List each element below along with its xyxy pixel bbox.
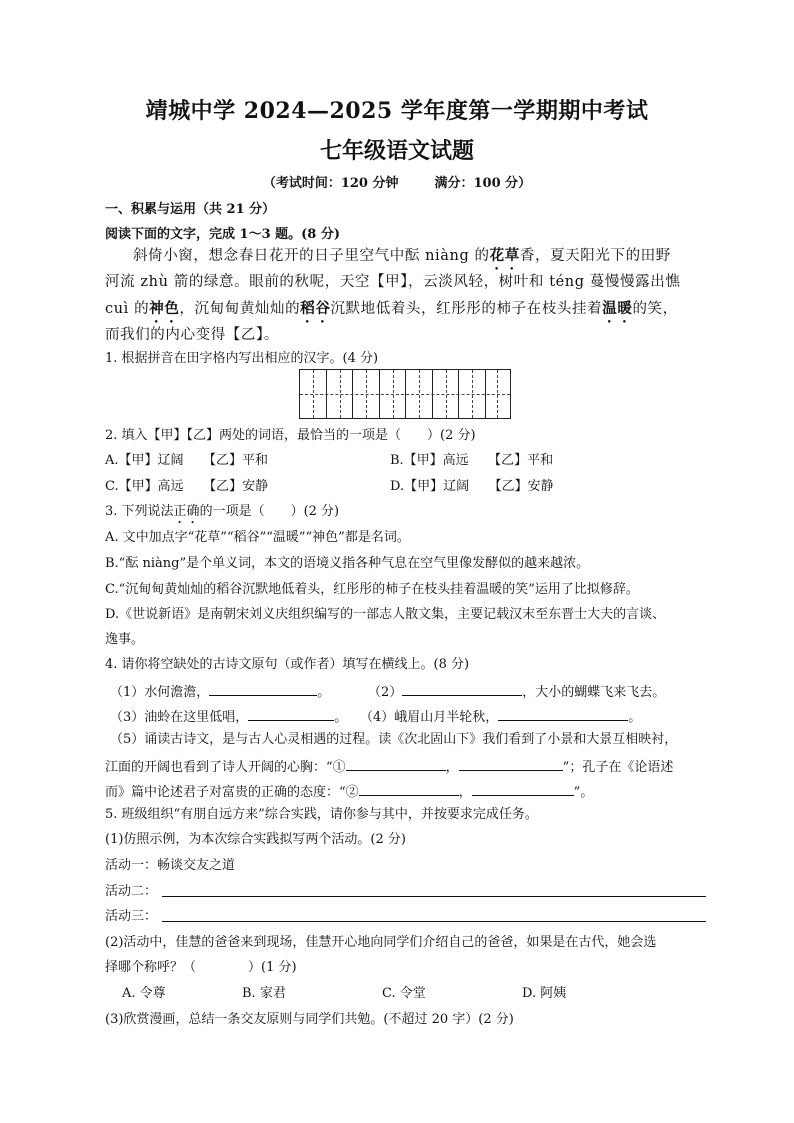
dotted-word-wennuan: 温暖 [602,300,633,317]
q5-option-b: B. 家君 [242,986,286,1001]
q4-item-4: （4）峨眉山月半轮秋， 。 [360,706,641,727]
q5-option-d: D. 阿姨 [522,986,567,1001]
q3-option-a: A. 文中加点字“花草”“稻谷”“温暖”“神色”都是名词。 [105,530,410,545]
question-5: 5. 班级组织“有朋自远方来”综合实践，请你参与其中，并按要求完成任务。 [105,807,538,822]
q4-item-5: （5）诵读古诗文，是与古人心灵相遇的过程。读《次北固山下》我们看到了小景和大景互相映衬， [110,732,678,747]
passage-line-2: 河流 zhù 箭的绿意。眼前的秋呢，天空【甲】，云淡风轻，树叶和 téng 蔓慢慢露出憔 [105,274,681,290]
passage-line-3: cuì 的神色，沉甸甸黄灿灿的稻谷沉默地低着头，红彤彤的柿子在枝头挂着温暖的笑， [105,300,678,317]
dotted-word-huacao: 花草 [489,247,520,264]
activity-1: 活动一：畅谈交友之道 [105,858,236,873]
dotted-word-daogu: 稻谷 [300,300,331,317]
q3-option-d-cont: 逸事。 [105,632,145,647]
q5-option-a: A. 令尊 [122,986,166,1001]
q4-item-5-line2: 江面的开阔也看到了诗人开阔的心胸：“① ， ”；孔子在《论语述 [105,756,673,777]
exam-score: 满分：100 分） [434,176,532,191]
question-3: 3. 下列说法正确的一项是（ ）(2 分) [105,504,340,519]
passage-line-4: 而我们的内心变得【乙】。 [105,327,279,343]
answer-blank[interactable] [346,756,446,771]
q4-item-1: （1）水何澹澹， 。 [110,681,330,702]
question-1: 1. 根据拼音在田字格内写出相应的汉字。(4 分) [105,351,379,366]
exam-time: （考试时间：120 分钟 [262,176,399,191]
answer-blank[interactable] [498,706,628,721]
activity-3-label: 活动三： [105,909,158,924]
answer-blank[interactable] [472,781,574,796]
q5-option-c: C. 令堂 [382,986,426,1001]
q4-item-2: （2） ，大小的蝴蝶飞来飞去。 [368,681,665,702]
exam-title: 靖城中学 2024—2025 学年度第一学期期中考试 [145,98,649,124]
dotted-word-shense: 神色 [149,300,180,317]
question-4: 4. 请你将空缺处的古诗文原句（或作者）填写在横线上。(8 分) [105,657,470,672]
q3-option-b: B.“酝 niàng”是个单义词，本文的语境义指各种气息在空气里像发酵似的越来越浓。 [105,556,590,571]
answer-blank[interactable] [402,681,522,696]
q3-option-c: C.“沉甸甸黄灿灿的稻谷沉默地低着头，红彤彤的柿子在枝头挂着温暖的笑”运用了比拟修辞。 [105,582,639,597]
q5-sub-1: (1)仿照示例，为本次综合实践拟写两个活动。(2 分) [105,832,406,847]
q5-sub-2: (2)活动中，佳慧的爸爸来到现场，佳慧开心地向同学们介绍自己的爸爸，如果是在古代，她会选 [105,935,657,950]
q5-sub-2-cont: 择哪个称呼？（ ）(1 分) [105,960,297,975]
q2-option-c: C.【甲】高远 【乙】安静 [105,479,269,494]
q4-item-5-line3: 而》篇中论述君子对富贵的正确的态度：“② ， ”。 [105,781,593,802]
exam-info [0,172,794,191]
answer-blank[interactable] [209,681,317,696]
q2-option-b: B.【甲】高远 【乙】平和 [390,453,554,468]
answer-blank[interactable] [459,756,563,771]
answer-blank[interactable] [359,781,459,796]
activity-3-blank[interactable] [162,921,706,922]
activity-2-blank[interactable] [162,896,706,897]
q2-option-a: A.【甲】辽阔 【乙】平和 [105,453,269,468]
question-2: 2. 填入【甲】【乙】两处的词语，最恰当的一项是（ ）(2 分) [105,428,476,443]
q4-item-3: （3）油蛉在这里低唱， 。 [110,706,347,727]
answer-blank[interactable] [248,706,334,721]
passage-instruction: 阅读下面的文字，完成 1～3 题。(8 分) [105,227,341,242]
tianzige-grid[interactable] [299,369,511,419]
q3-option-d: D.《世说新语》是南朝宋刘义庆组织编写的一部志人散文集，主要记载汉末至东晋士大夫的言谈、 [105,607,666,622]
section-heading: 一、积累与运用（共 21 分） [105,202,276,217]
passage-line-1: 斜倚小窗，想念春日花开的日子里空气中酝 niàng 的花草香，夏天阳光下的田野 [133,247,671,264]
activity-2-label: 活动二： [105,884,158,899]
exam-subtitle: 七年级语文试题 [319,138,474,164]
q2-option-d: D.【甲】辽阔 【乙】安静 [390,479,554,494]
q5-sub-3: (3)欣赏漫画，总结一条交友原则与同学们共勉。(不超过 20 字）(2 分) [105,1012,514,1027]
